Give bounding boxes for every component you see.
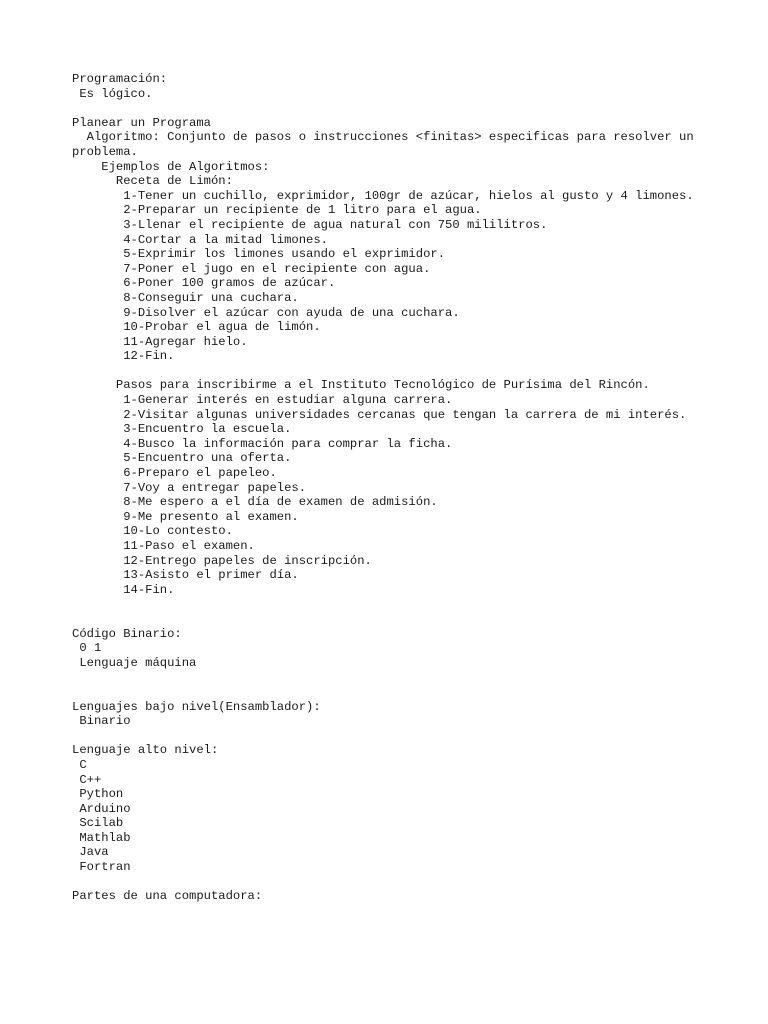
- line-lenguaje-maquina: Lenguaje máquina: [72, 655, 197, 670]
- line-algoritmo-definition: Algoritmo: Conjunto de pasos o instrucciones <finitas> especificas para resolver un problema.: [72, 130, 702, 159]
- recipe-step: 6-Poner 100 gramos de azúcar.: [72, 276, 336, 291]
- enrollment-step: 14-Fin.: [72, 582, 175, 597]
- line-es-logico: Es lógico.: [72, 86, 153, 101]
- recipe-step: 11-Agregar hielo.: [72, 334, 248, 349]
- language-item: Java: [72, 845, 109, 860]
- enrollment-step: 2-Visitar algunas universidades cercanas que tengan la carrera de mi interés.: [72, 407, 687, 422]
- recipe-step: 5-Exprimir los limones usando el exprimidor.: [72, 247, 446, 262]
- enrollment-step: 3-Encuentro la escuela.: [72, 422, 292, 437]
- enrollment-step: 7-Voy a entregar papeles.: [72, 480, 307, 495]
- language-item: C++: [72, 772, 102, 787]
- recipe-step: 9-Disolver el azúcar con ayuda de una cuchara.: [72, 305, 460, 320]
- language-item: Scilab: [72, 816, 124, 831]
- enrollment-step: 10-Lo contesto.: [72, 524, 233, 539]
- line-bajo-nivel-heading: Lenguajes bajo nivel(Ensamblador):: [72, 699, 321, 714]
- recipe-step: 12-Fin.: [72, 349, 175, 364]
- language-item: Fortran: [72, 860, 131, 875]
- language-item: Python: [72, 787, 124, 802]
- line-partes-heading: Partes de una computadora:: [72, 889, 263, 904]
- enrollment-step: 12-Entrego papeles de inscripción.: [72, 553, 372, 568]
- blank-line: [72, 729, 702, 744]
- enrollment-step: 9-Me presento al examen.: [72, 509, 299, 524]
- recipe-step: 8-Conseguir una cuchara.: [72, 290, 299, 305]
- blank-line: [72, 685, 702, 700]
- line-binary-digits: 0 1: [72, 641, 102, 656]
- recipe-step: 10-Probar el agua de limón.: [72, 320, 321, 335]
- blank-line: [72, 101, 702, 116]
- line-codigo-binario-heading: Código Binario:: [72, 626, 182, 641]
- enrollment-step: 1-Generar interés en estudiar alguna carrera.: [72, 393, 453, 408]
- language-item: Mathlab: [72, 830, 131, 845]
- blank-line: [72, 597, 702, 612]
- line-receta-heading: Receta de Limón:: [72, 174, 233, 189]
- blank-line: [72, 875, 702, 890]
- enrollment-step: 11-Paso el examen.: [72, 539, 255, 553]
- enrollment-step: 13-Asisto el primer día.: [72, 568, 299, 583]
- language-item: C: [72, 757, 87, 772]
- line-binario: Binario: [72, 714, 131, 729]
- line-heading-planear: Planear un Programa: [72, 115, 211, 130]
- blank-line: [72, 364, 702, 379]
- line-alto-nivel-heading: Lenguaje alto nivel:: [72, 743, 219, 758]
- language-item: Arduino: [72, 801, 131, 816]
- recipe-step: 2-Preparar un recipiente de 1 litro para el agua.: [72, 203, 482, 218]
- enrollment-step: 6-Preparo el papeleo.: [72, 466, 277, 481]
- enrollment-step: 8-Me espero a el día de examen de admisión.: [72, 495, 438, 510]
- enrollment-step: 5-Encuentro una oferta.: [72, 451, 292, 466]
- line-inscripcion-heading: Pasos para inscribirme a el Instituto Tecnológico de Purísima del Rincón.: [72, 378, 650, 393]
- recipe-step: 3-Llenar el recipiente de agua natural con 750 mililitros.: [72, 217, 548, 232]
- document-body: [72, 72, 702, 904]
- blank-line: [72, 670, 702, 685]
- line-heading-programacion: Programación:: [72, 72, 168, 86]
- line-ejemplos-heading: Ejemplos de Algoritmos:: [72, 159, 270, 174]
- enrollment-step: 4-Busco la información para comprar la ficha.: [72, 436, 453, 451]
- blank-line: [72, 612, 702, 627]
- recipe-step: 7-Poner el jugo en el recipiente con agua.: [72, 261, 431, 276]
- recipe-step: 1-Tener un cuchillo, exprimidor, 100gr de azúcar, hielos al gusto y 4 limones.: [72, 188, 694, 203]
- recipe-step: 4-Cortar a la mitad limones.: [72, 232, 328, 247]
